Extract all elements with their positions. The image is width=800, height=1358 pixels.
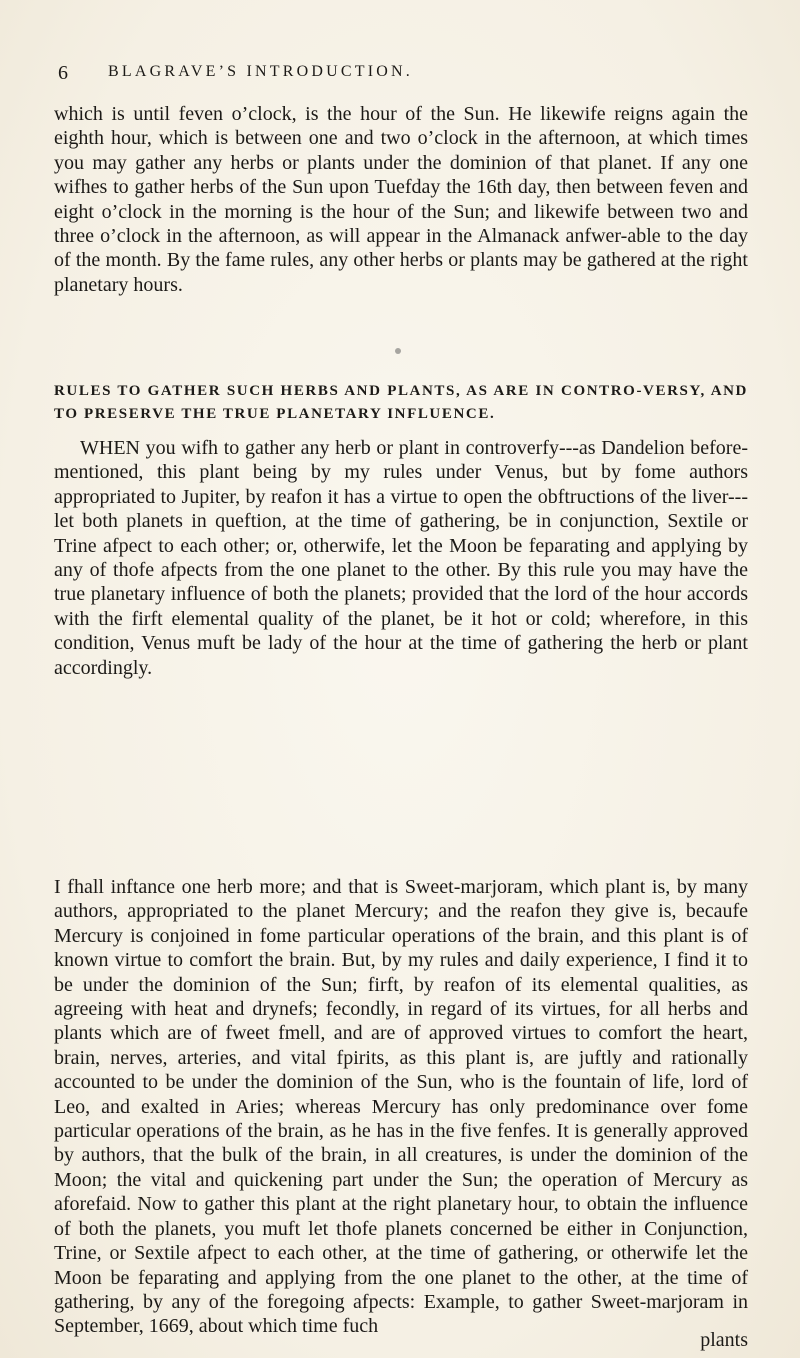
printer-mark <box>395 348 401 354</box>
paragraph-sweet-marjoram: I fhall inftance one herb more; and that is Sweet-marjoram, which plant is, by many authors, appropriated to the planet Mercury; and the reafon they give is, becaufe Mercury is conjoined in fome particular operations of the brain, and this plant is of known virtue to comfort the brain. But, by my rules and daily experience, I find it to be under the dominion of the Sun; firft, by reafon of its elemental qualities, as agreeing with heat and drynefs; fecondly, in regard of its virtues, for all herbs and plants which are of fweet fmell, and are of approved virtues to comfort the heart, brain, nerves, arteries, and vital fpirits, as this plant is, are juftly and rationally accounted to be under the dominion of the Sun, who is the fountain of life, lord of Leo, and exalted in Aries; whereas Mercury has only predominance over fome particular operations of the brain, as he has in the five fenfes. It is generally approved by authors, that the bulk of the brain, in all creatures, is under the dominion of the Moon; the vital and quickening part under the Sun; the operation of Mercury as aforefaid. Now to gather this plant at the right planetary hour, to obtain the influence of both the planets, you muft let thofe planets concerned be either in Conjunction, Trine, or Sextile afpect to each other, at the time of gathering, or otherwife let the Moon be feparating and applying from the one planet to the other, at the time of gathering, by any of the foregoing afpects: Example, to gather Sweet-marjoram in September, 1669, about which time fuch <box>54 876 748 1338</box>
paragraph-dandelion: WHEN you wifh to gather any herb or plant in controverfy---as Dandelion before-mentioned, this plant being by my rules under Venus, but by fome authors appropriated to Jupiter, by reafon it has a virtue to open the obftructions of the liver---let both planets in queftion, at the time of gathering, be in conjunction, Sextile or Trine afpect to each other; or, otherwife, let the Moon be feparating and applying by any of thofe afpects from the one planet to the other. By this rule you may have the true planetary influence of both the planets; provided that the lord of the hour accords with the firft elemental quality of the planet, be it hot or cold; wherefore, in this condition, Venus muft be lady of the hour at the time of gathering the herb or plant accordingly. <box>54 437 748 679</box>
running-head <box>58 62 748 90</box>
page-number: 6 <box>58 62 68 84</box>
section-heading: RULES TO GATHER SUCH HERBS AND PLANTS, AS ARE IN CONTRO-VERSY, AND TO PRESERVE THE TRUE PLANETARY INFLUENCE. <box>54 383 748 422</box>
running-title: BLAGRAVE’S INTRODUCTION. <box>108 63 413 80</box>
catchword: plants <box>700 1329 748 1351</box>
paragraph-continuation: which is until feven o’clock, is the hour of the Sun. He likewife reigns again the eighth hour, which is between one and two o’clock in the afternoon, at which times you may gather any herbs or plants under the dominion of that planet. If any one wifhes to gather herbs of the Sun upon Tuefday the 16th day, then between feven and eight o’clock in the morning is the hour of the Sun; and likewife between two and three o’clock in the afternoon, as will appear in the Almanack anfwer-able to the day of the month. By the fame rules, any other herbs or plants may be gathered at the right planetary hours. <box>54 103 748 296</box>
